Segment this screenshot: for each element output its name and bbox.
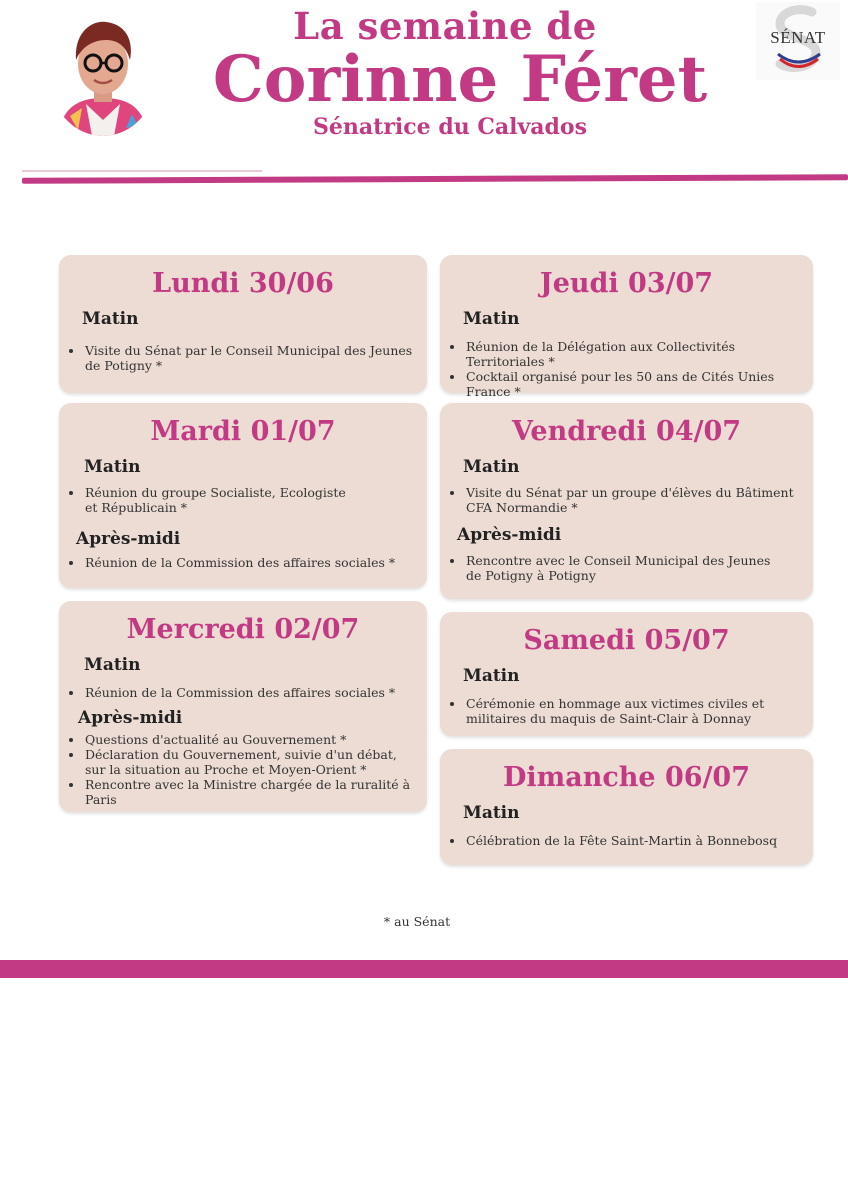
header-divider [22, 174, 848, 184]
period-label-morning: Matin [463, 309, 520, 329]
day-title: Vendredi 04/07 [511, 416, 742, 447]
agenda-item: Réunion de la Commission des affaires sociales * [85, 555, 427, 570]
agenda-item: Visite du Sénat par le Conseil Municipal des Jeunes de Potigny * [85, 343, 427, 373]
period-label-morning: Matin [84, 457, 141, 477]
agenda-item: Réunion du groupe Socialiste, Ecologiste et Républicain * [85, 485, 427, 515]
day-title: Jeudi 03/07 [539, 268, 714, 299]
period-label-afternoon: Après-midi [78, 708, 183, 728]
page-header [0, 0, 848, 190]
agenda-item: Déclaration du Gouvernement, suivie d'un débat, sur la situation au Proche et Moyen-Orient * [85, 747, 427, 777]
period-label-morning: Matin [84, 655, 141, 675]
agenda-item: Célébration de la Fête Saint-Martin à Bonnebosq [466, 833, 813, 848]
day-card-tuesday [59, 403, 427, 588]
day-card-sunday [440, 749, 813, 865]
senat-logo [756, 2, 840, 80]
period-label-morning: Matin [82, 309, 139, 329]
agenda-item: Réunion de la Délégation aux Collectivités Territoriales * [466, 339, 813, 369]
day-title: Lundi 30/06 [152, 268, 334, 299]
header-divider-thin [22, 170, 262, 172]
footnote: * au Sénat [383, 914, 451, 929]
day-card-thursday [440, 255, 813, 399]
period-label-afternoon: Après-midi [76, 529, 181, 549]
day-title: Samedi 05/07 [523, 625, 730, 656]
page-title-prefix: La semaine de [293, 4, 597, 48]
agenda-item: Rencontre avec le Conseil Municipal des Jeunes de Potigny à Potigny [466, 553, 813, 583]
agenda-item: Questions d'actualité au Gouvernement * [85, 732, 427, 747]
day-card-monday [59, 255, 427, 393]
day-card-wednesday [59, 601, 427, 812]
day-title: Dimanche 06/07 [502, 762, 751, 793]
page-subtitle: Sénatrice du Calvados [313, 114, 587, 140]
footer-bar [0, 960, 848, 978]
period-label-afternoon: Après-midi [457, 525, 562, 545]
day-title: Mardi 01/07 [150, 416, 336, 447]
page-title: Corinne Féret [212, 42, 708, 117]
day-card-saturday [440, 612, 813, 736]
period-label-morning: Matin [463, 666, 520, 686]
agenda-item: Cocktail organisé pour les 50 ans de Cités Unies France * [466, 369, 813, 399]
agenda-item: Visite du Sénat par un groupe d'élèves du Bâtiment CFA Normandie * [466, 485, 813, 515]
period-label-morning: Matin [463, 457, 520, 477]
logo-text: SÉNAT [770, 28, 826, 47]
day-card-friday [440, 403, 813, 599]
agenda-item: Rencontre avec la Ministre chargée de la ruralité à Paris [85, 777, 427, 807]
period-label-morning: Matin [463, 803, 520, 823]
day-title: Mercredi 02/07 [126, 614, 360, 645]
agenda-item: Cérémonie en hommage aux victimes civiles et militaires du maquis de Saint-Clair à Donnay [466, 696, 813, 726]
avatar [48, 8, 158, 136]
agenda-item: Réunion de la Commission des affaires sociales * [85, 685, 427, 700]
